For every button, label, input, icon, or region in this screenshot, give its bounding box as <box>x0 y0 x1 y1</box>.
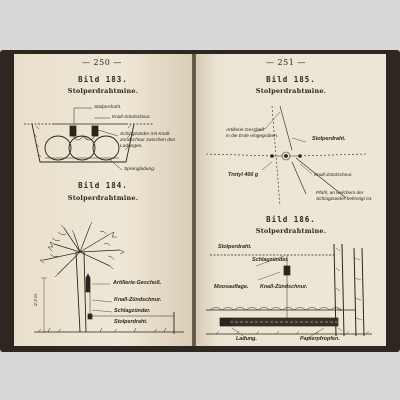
label-knall-fuse: Knall-Zündschnur. <box>112 115 151 120</box>
label-stake-line1: Pfahl, an welchem der <box>316 191 364 196</box>
label-charge: Sprengladung. <box>124 167 156 172</box>
label-stake-line2: Schlagzünder befestigt ist. <box>316 197 373 202</box>
label-artillery-shell-line1: Artillerie-Geschoß <box>226 128 265 133</box>
figure-caption: Stolperdrahtmine. <box>255 227 327 235</box>
figure-caption: Stolperdrahtmine. <box>255 87 327 95</box>
label-striker: Schlagzünder. <box>114 308 151 314</box>
right-page <box>196 54 386 346</box>
label-artillery-shell-line2: in die Erde eingegraben. <box>226 134 279 139</box>
label-moss-cover: Moosauflage. <box>214 284 249 290</box>
label-artillery-shell: Artillerie-Geschoß. <box>113 280 162 286</box>
tree-shell-mine-diagram <box>14 204 192 344</box>
label-trotyl: Trotyl 400 g <box>228 172 259 178</box>
figure-caption: Stolperdrahtmine. <box>67 87 139 95</box>
page-number: — 251 — <box>266 58 306 67</box>
figure-title: Bild 184. <box>78 181 128 190</box>
label-tripwire: Stolperdraht. <box>94 105 122 110</box>
label-knall-fuse: Knall-Zündschnur. <box>314 173 353 178</box>
page-number: — 250 — <box>82 58 122 67</box>
open-book <box>0 50 400 352</box>
pipe-charge-mine-diagram <box>196 238 386 346</box>
label-height: 2,3 m <box>34 294 39 306</box>
figure-title: Bild 186. <box>266 215 316 224</box>
label-tripwire: Stolperdraht. <box>312 136 346 142</box>
label-paper-plug: Papierpfropfen. <box>300 336 340 342</box>
label-charge: Ladung. <box>236 336 257 342</box>
label-tripwire: Stolperdraht. <box>114 319 148 325</box>
figure-title: Bild 185. <box>266 75 316 84</box>
label-knall-fuse: Knall-Zündschnur. <box>114 297 162 303</box>
label-striker: Schlagzünder. <box>252 257 289 263</box>
figure-caption: Stolperdrahtmine. <box>67 194 139 202</box>
label-striker-line1: Schlagzünder mit Knall- <box>120 132 171 137</box>
figure-title: Bild 183. <box>78 75 128 84</box>
left-page <box>14 54 192 346</box>
label-striker-line2: zündschnur zwischen den <box>120 138 176 143</box>
label-striker-line3: Ladungen. <box>120 144 143 149</box>
label-tripwire: Stolperdraht. <box>218 244 252 250</box>
label-knall-fuse: Knall-Zündschnur. <box>260 284 308 290</box>
